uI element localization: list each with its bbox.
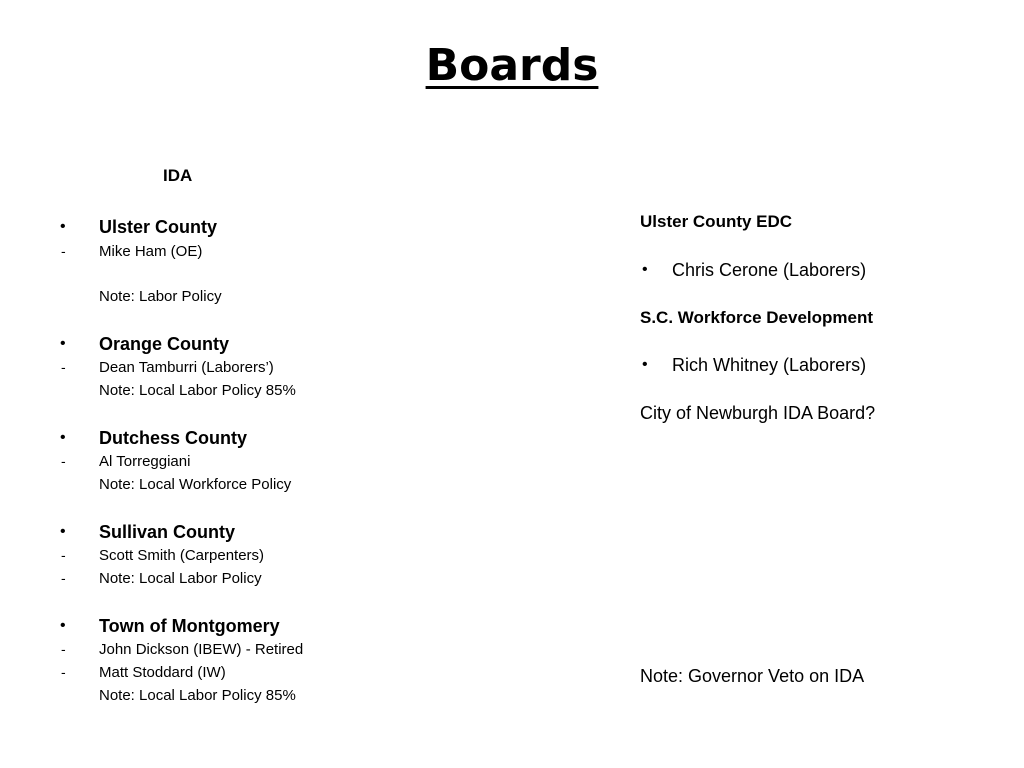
dutchess-member: Al Torreggiani (99, 453, 191, 470)
dash-icon: - (61, 641, 66, 657)
orange-member: Dean Tamburri (Laborers’) (99, 359, 274, 376)
bullet-icon: • (642, 356, 648, 373)
veto-note: Note: Governor Veto on IDA (640, 666, 865, 686)
ulster-note: Note: Labor Policy (99, 288, 222, 305)
sullivan-note: Note: Local Labor Policy (99, 570, 262, 587)
montgomery-note: Note: Local Labor Policy 85% (99, 687, 296, 704)
county-dutchess: Dutchess County (99, 428, 248, 448)
county-orange: Orange County (99, 334, 230, 354)
montgomery-member-1: John Dickson (IBEW) - Retired (99, 641, 304, 658)
bullet-icon: • (642, 261, 648, 278)
bullet-icon: • (60, 429, 66, 446)
bullet-icon: • (60, 218, 66, 235)
dash-icon: - (61, 453, 66, 469)
bullet-icon: • (60, 523, 66, 540)
county-montgomery: Town of Montgomery (99, 616, 280, 636)
newburgh-text: City of Newburgh IDA Board? (640, 403, 876, 423)
edc-member: Chris Cerone (Laborers) (672, 260, 867, 280)
county-ulster: Ulster County (99, 217, 218, 237)
dutchess-note: Note: Local Workforce Policy (99, 476, 292, 493)
bullet-icon: • (60, 617, 66, 634)
page-title: Boards (425, 40, 599, 91)
dash-icon: - (61, 547, 66, 563)
dash-icon: - (61, 243, 66, 259)
dash-icon: - (61, 359, 66, 375)
ida-heading: IDA (163, 166, 193, 185)
dash-icon: - (61, 570, 66, 586)
montgomery-member-2: Matt Stoddard (IW) (99, 664, 226, 681)
ulster-member: Mike Ham (OE) (99, 243, 203, 260)
orange-note: Note: Local Labor Policy 85% (99, 382, 296, 399)
sullivan-member: Scott Smith (Carpenters) (99, 547, 265, 564)
dash-icon: - (61, 664, 66, 680)
edc-heading: Ulster County EDC (640, 212, 793, 231)
bullet-icon: • (60, 335, 66, 352)
workforce-member: Rich Whitney (Laborers) (672, 355, 867, 375)
workforce-heading: S.C. Workforce Development (640, 308, 874, 327)
county-sullivan: Sullivan County (99, 522, 236, 542)
